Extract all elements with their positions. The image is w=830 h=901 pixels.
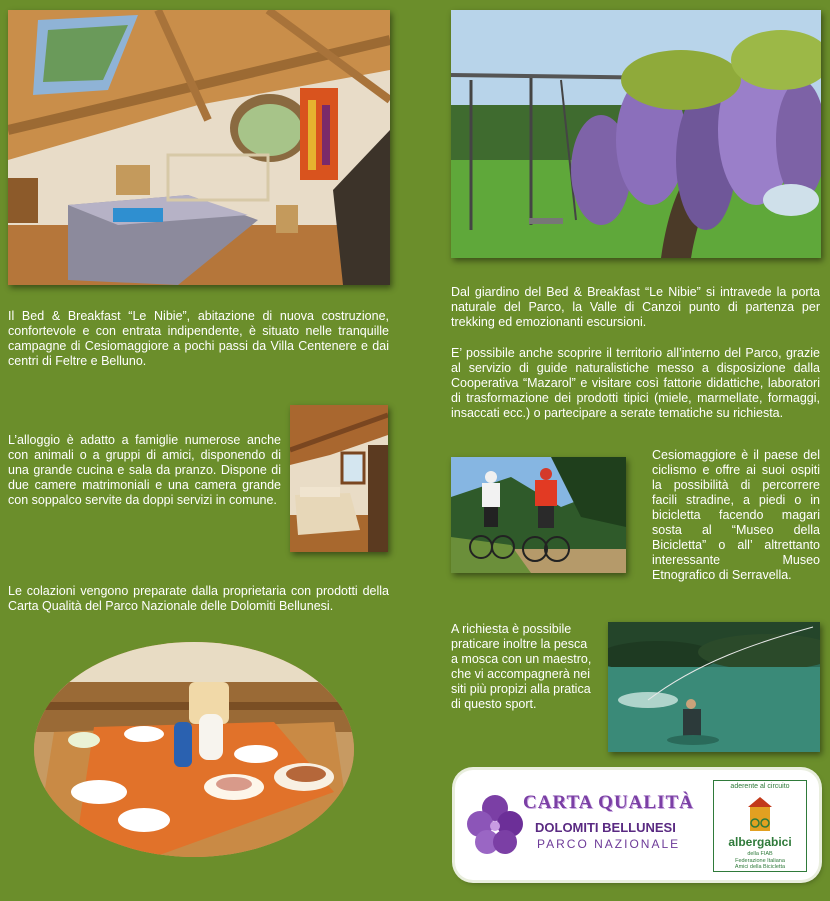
dolomiti-bellunesi-text: DOLOMITI BELLUNESI (535, 820, 676, 835)
parco-nazionale-text: PARCO NAZIONALE (537, 837, 681, 851)
cycling-paragraph: Cesiomaggiore è il paese del ciclismo e offre ai suoi ospiti la possibilità di percorrere facili stradine, a piedi o in bicicletta facendo magari sosta al “Museo della Bicicletta” o all’ altrettanto interessante Museo Etnografico di Serravella. (652, 448, 820, 582)
albergabici-sub-line1: della FIAB (747, 851, 773, 857)
bicycle-hotel-icon (744, 793, 776, 833)
garden-paragraph: Dal giardino del Bed & Breakfast “Le Nibie” si intravede la porta naturale del Parco, la Valle di Canzoi punto di partenza per trekking ed emozionanti escursioni. (451, 285, 820, 329)
carta-qualita-flower-logo (465, 790, 525, 860)
albergabici-sub-line3: Amici della Bicicletta (734, 864, 786, 870)
accommodation-paragraph: L’alloggio è adatto a famiglie numerose anche con animali o a gruppi di amici, disponendo di una grande cucina e sala da pranzo. Dispone di due camere matrimoniali e una camera grande con soppalco servite da doppi servizi in comune. (8, 433, 281, 507)
fishing-paragraph: A richiesta è possibile praticare inoltre la pesca a mosca con un maestro, che vi accompagnerà nei siti più propizi alla pratica di questo sport. (451, 622, 592, 711)
carta-qualita-title: CARTA QUALITÀ (523, 792, 694, 813)
albergabici-logo (713, 780, 807, 872)
albergabici-fiab-text (714, 851, 806, 871)
albergabici-name: albergabici (728, 835, 792, 849)
bedroom-small-photo (290, 405, 388, 552)
partner-logos-panel (455, 770, 819, 880)
albergabici-sub-line2: Federazione Italiana (735, 857, 785, 864)
fly-fishing-photo (608, 622, 820, 752)
cyclists-photo (451, 457, 626, 573)
territory-paragraph: E’ possibile anche scoprire il territorio all’interno del Parco, grazie al servizio di guide naturalistiche messo a disposizione dalla Cooperativa “Mazarol” e visitare così fattorie didattiche, laboratori di trasformazione dei prodotti tipici (miele, marmellate, formaggi, insaccati ecc.) o partecipare a serate tematiche su richiesta. (451, 346, 820, 420)
intro-paragraph: Il Bed & Breakfast “Le Nibie”, abitazione di nuova costruzione, confortevole e con entrata indipendente, è situato nelle tranquille campagne di Cesiomaggiore a pochi passi da Villa Centenere e dai centri di Feltre e Belluno. (8, 309, 389, 368)
breakfast-table-photo (34, 642, 354, 857)
garden-wisteria-photo (451, 10, 821, 258)
albergabici-member-text: aderente al circuito (730, 783, 790, 790)
breakfast-paragraph: Le colazioni vengono preparate dalla proprietaria con prodotti della Carta Qualità del Parco Nazionale delle Dolomiti Bellunesi. (8, 584, 389, 613)
bedroom-photo (8, 10, 390, 285)
